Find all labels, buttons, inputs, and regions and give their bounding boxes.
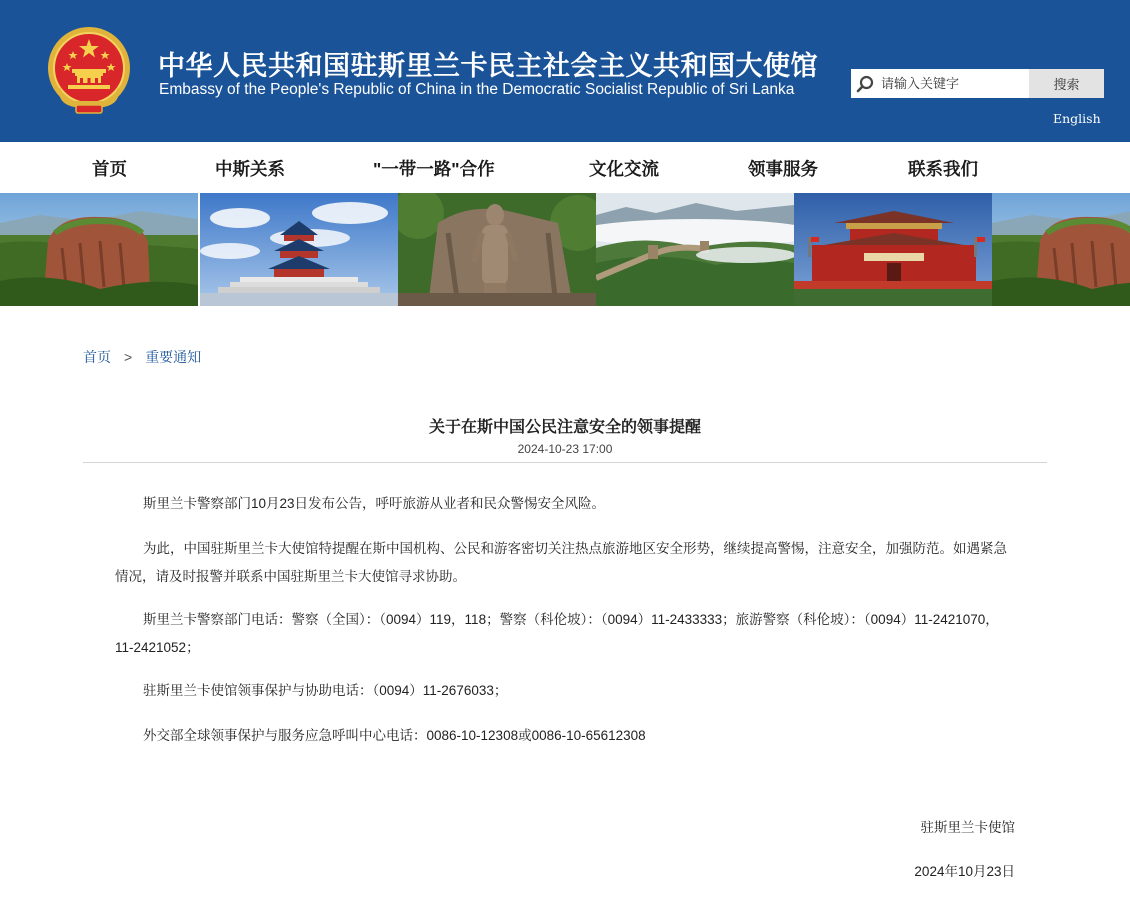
breadcrumb bbox=[83, 347, 201, 367]
great-wall-image bbox=[596, 193, 794, 306]
site-title-english: Embassy of the People's Republic of China in the Democratic Socialist Republic of Sri Lanka bbox=[159, 81, 795, 98]
tiananmen-image bbox=[794, 193, 992, 306]
nav-item-home[interactable]: 首页 bbox=[92, 159, 127, 179]
article-title: 关于在斯中国公民注意安全的领事提醒 bbox=[428, 419, 701, 436]
site-header bbox=[0, 0, 1130, 142]
main-nav bbox=[0, 142, 1130, 193]
search-icon bbox=[855, 74, 875, 94]
nav-item-belt-and-road[interactable]: "一带一路"合作 bbox=[373, 159, 495, 179]
article-sign-date: 2024年10月23日 bbox=[914, 864, 1015, 879]
nav-item-cultural-exchange[interactable]: 文化交流 bbox=[589, 159, 659, 179]
article-paragraph: 驻斯里兰卡使馆领事保护与协助电话：（0094）11-2676033； bbox=[143, 683, 508, 698]
search-input[interactable] bbox=[881, 69, 1027, 98]
breadcrumb-current-link[interactable]: 重要通知 bbox=[145, 349, 202, 365]
breadcrumb-separator: > bbox=[124, 349, 133, 365]
sigiriya-rock-image bbox=[992, 193, 1130, 306]
article-paragraph: 为此，中国驻斯里兰卡大使馆特提醒在斯中国机构、公民和游客密切关注热点旅游地区安全形势，继续提高警惕，注意安全，加强防范。如遇紧急情况，请及时报警并联系中国驻斯里兰卡大使馆寻求协助。 bbox=[115, 541, 1007, 584]
search-button[interactable]: 搜索 bbox=[1029, 69, 1104, 98]
article-paragraph: 斯里兰卡警察部门10月23日发布公告，呼吁旅游从业者和民众警惕安全风险。 bbox=[143, 496, 606, 511]
nav-item-china-sri-lanka-relations[interactable]: 中斯关系 bbox=[215, 159, 285, 179]
nav-item-consular-services[interactable]: 领事服务 bbox=[748, 159, 818, 179]
banner-strip bbox=[0, 193, 1130, 306]
sigiriya-rock-image bbox=[0, 193, 198, 306]
breadcrumb-home-link[interactable]: 首页 bbox=[83, 349, 111, 365]
article-paragraph: 斯里兰卡警察部门电话：警察（全国）：（0094）119，118；警察（科伦坡）：（0094）11-2433333；旅游警察（科伦坡）：（0094）11-2421070，11-2421052； bbox=[115, 612, 999, 655]
article-paragraph: 外交部全球领事保护与服务应急呼叫中心电话：0086-10-12308或0086-10-65612308 bbox=[143, 728, 646, 743]
temple-of-heaven-image bbox=[200, 193, 398, 306]
site-title-chinese: 中华人民共和国驻斯里兰卡民主社会主义共和国大使馆 bbox=[158, 51, 818, 81]
article-date: 2024-10-23 17:00 bbox=[517, 442, 613, 456]
article-divider bbox=[83, 462, 1047, 463]
article-signature: 驻斯里兰卡使馆 bbox=[920, 820, 1015, 835]
national-emblem-icon[interactable] bbox=[46, 25, 132, 115]
english-language-link[interactable]: English bbox=[1053, 111, 1101, 126]
search-box bbox=[851, 69, 1029, 98]
nav-item-contact-us[interactable]: 联系我们 bbox=[908, 159, 978, 179]
buddha-statue-image bbox=[398, 193, 596, 306]
